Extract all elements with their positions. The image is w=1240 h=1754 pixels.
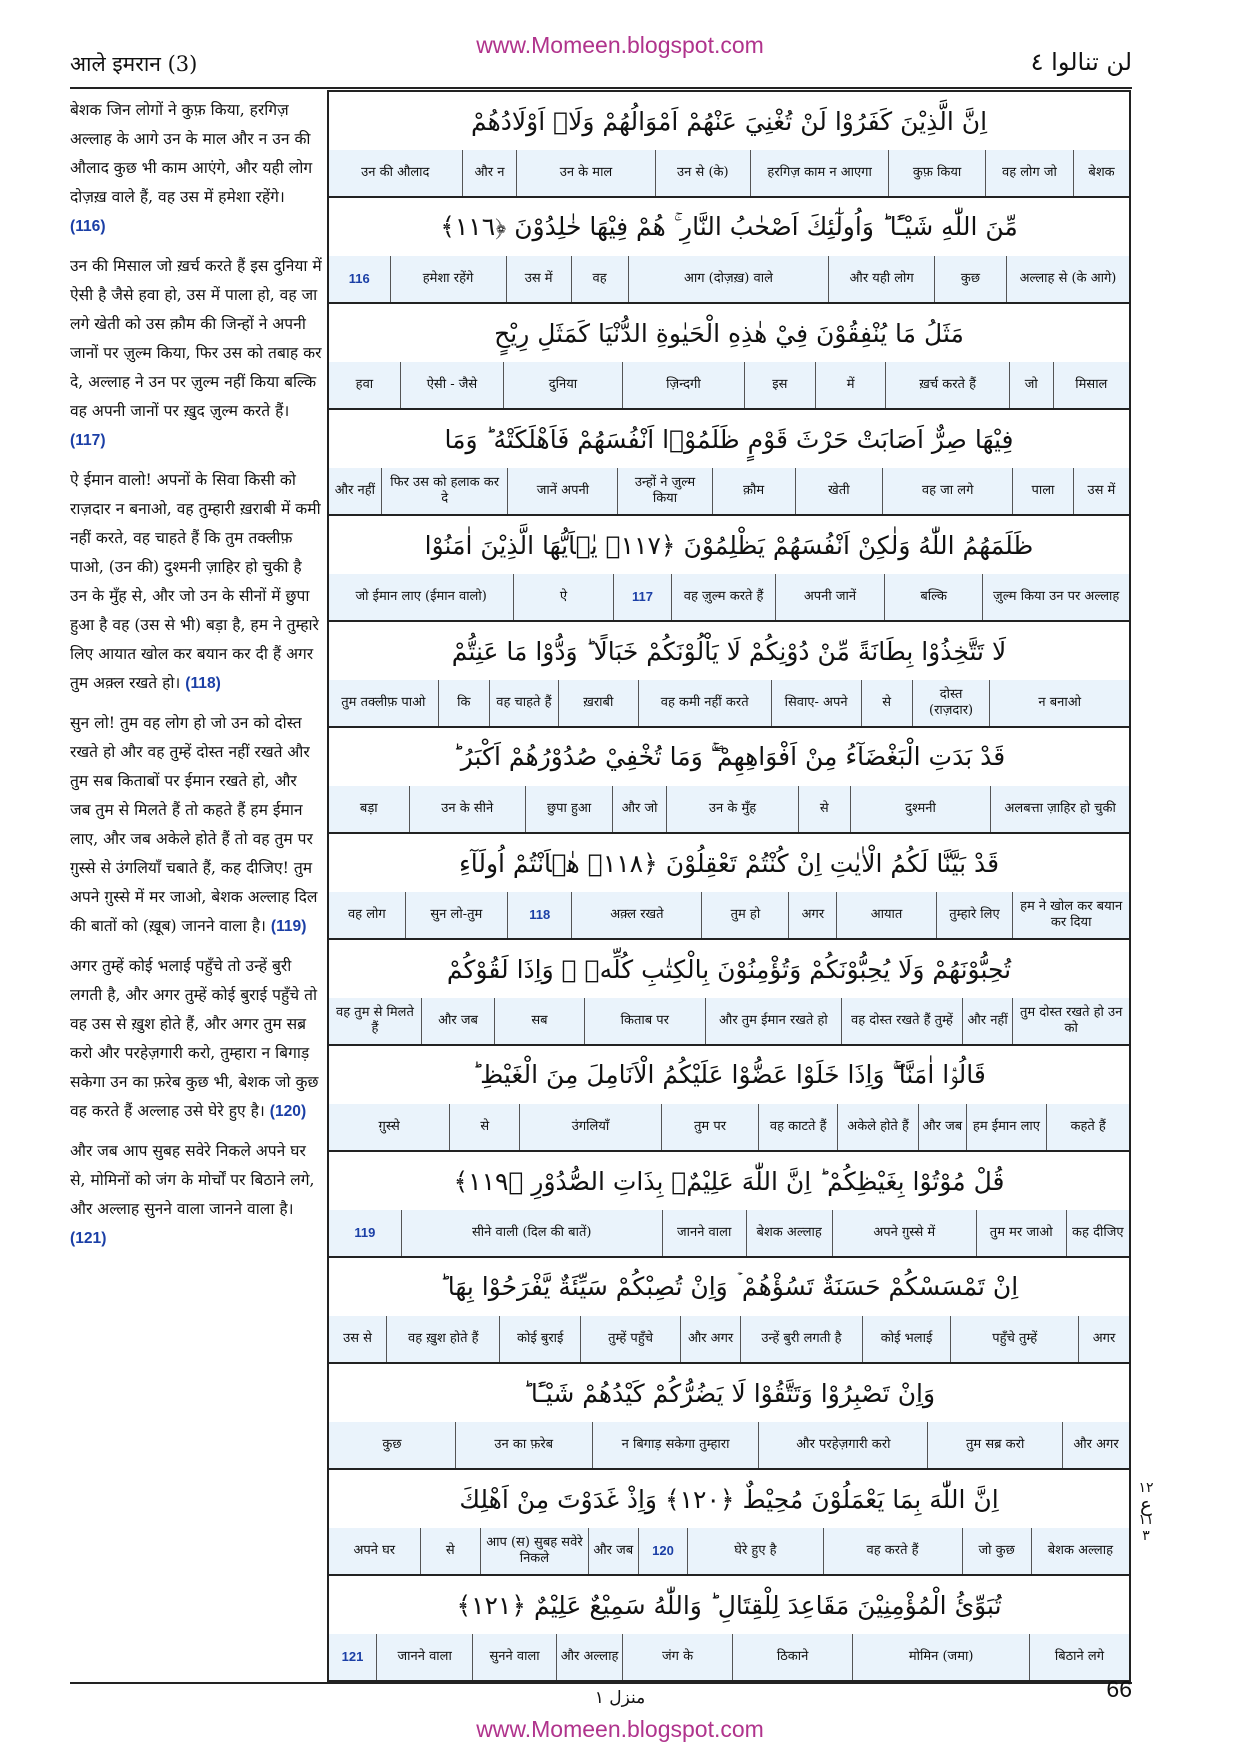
word-cell: वह दोस्त रखते हैं तुम्हें	[841, 998, 962, 1044]
word-cell: ज़ुल्म किया उन पर अल्लाह	[982, 574, 1129, 620]
verse-line	[329, 622, 1129, 728]
word-cell: उन का फ़रेब	[455, 1422, 592, 1468]
translation-paragraph	[70, 96, 322, 241]
word-cell: उन के माल	[516, 150, 654, 196]
word-translation-row	[329, 1634, 1129, 1682]
word-cell: से	[798, 786, 850, 832]
word-cell: दुनिया	[503, 362, 622, 408]
word-cell: ऐ	[513, 574, 612, 620]
verse-number: (120)	[269, 1103, 307, 1120]
word-cell: से	[420, 1528, 480, 1574]
translation-text: और जब आप सुबह सवेरे निकले अपने घर से, मोमिनों को जंग के मोर्चों पर बिठाने लगे, और अल्लाह सुनने वाला जानने वाला है।	[70, 1142, 315, 1218]
word-cell: आग (दोज़ख़) वाले	[628, 256, 829, 302]
word-cell: अपने ग़ुस्से में	[832, 1210, 976, 1256]
word-cell: तुम मर जाओ	[976, 1210, 1066, 1256]
word-cell: कोई भलाई	[862, 1316, 951, 1362]
translation-text: ऐ ईमान वालो! अपनों के सिवा किसी को राज़दार न बनाओ, वह तुम्हारी ख़राबी में कमी नहीं करते, वह चाहते हैं कि तुम तक्लीफ़ पाओ, (उन की) दुश्मनी ज़ाहिर हो चुकी है उन के मुँह से, और जो उन के सीनों में छुपा हुआ है वह (उस से भी) बड़ा है, हम ने तुम्हारे लिए आयात खोल कर बयान कर दी हैं अगर तुम अक़्ल रखते हो।	[70, 471, 321, 692]
word-translation-row	[329, 1528, 1129, 1576]
word-cell: उन के सीने	[409, 786, 525, 832]
word-cell: पाला	[1012, 468, 1073, 514]
word-translation-row	[329, 574, 1129, 622]
word-translation-row	[329, 892, 1129, 940]
verse-number: (121)	[70, 1230, 107, 1247]
word-cell: और जब	[588, 1528, 638, 1574]
word-cell: और अल्लाह	[556, 1634, 623, 1680]
verse-number-cell: 118	[507, 892, 571, 938]
word-cell: और जो	[612, 786, 666, 832]
word-cell: दोस्त (राज़दार)	[912, 680, 990, 726]
verse-number-cell: 117	[613, 574, 672, 620]
word-cell: सब	[494, 998, 584, 1044]
verse-line	[329, 516, 1129, 622]
verse-number: (119)	[270, 918, 307, 935]
word-cell: जानने वाला	[662, 1210, 746, 1256]
translation-text: सुन लो! तुम वह लोग हो जो उन को दोस्त रखते हो और वह तुम्हें दोस्त नहीं रखते और तुम सब किताबों पर ईमान रखते हो, और जब तुम से मिलते हैं तो कहते हैं हम ईमान लाए, और जब अकेले होते हैं तो वह तुम पर ग़ुस्से से उंगलियाँ चबाते हैं, कह दीजिए! तुम अपने ग़ुस्से में मर जाओ, बेशक अल्लाह दिल की बातों को (ख़ूब) जानने वाला है।	[70, 714, 318, 935]
footer-divider	[70, 1682, 1132, 1684]
verse-line	[329, 1470, 1129, 1576]
word-cell: बेशक	[1073, 150, 1129, 196]
word-cell: और यही लोग	[828, 256, 934, 302]
arabic-text: مِّنَ اللّٰهِ شَيْـًٔا ؕ وَاُولٰٓئِكَ اَصْحٰبُ النَّارِ ۚ هُمْ فِيْهَا خٰلِدُوْنَ ﴿١١٦﴾	[329, 198, 1129, 257]
word-cell: और न	[462, 150, 517, 196]
arabic-text: قَدْ بَدَتِ الْبَغْضَآءُ مِنْ اَفْوَاهِهِمْ ۚۖ وَمَا تُخْفِيْ صُدُوْرُهُمْ اَكْبَرُ ؕ	[329, 728, 1129, 787]
word-cell: ग़ुस्से	[378, 1119, 400, 1134]
translation-paragraph	[70, 466, 322, 698]
word-translation-row	[329, 362, 1129, 410]
word-cell: तुम्हें पहुँचे	[580, 1316, 680, 1362]
translation-paragraph	[70, 952, 322, 1126]
translation-paragraph	[70, 709, 322, 941]
word-cell: फिर उस को हलाक कर दे	[381, 468, 508, 514]
word-cell: सुन लो-तुम	[405, 892, 507, 938]
word-translation-row	[329, 1210, 1129, 1258]
word-cell: उन से (के)	[655, 150, 750, 196]
word-translation-row	[329, 680, 1129, 728]
translation-paragraph	[70, 252, 322, 455]
word-translation-row	[329, 468, 1129, 516]
word-cell: तुम पर	[661, 1104, 758, 1150]
verse-line	[329, 1152, 1129, 1258]
juz-title: لن تنالوا ٤	[1030, 48, 1132, 76]
word-cell: और नहीं	[962, 998, 1012, 1044]
word-translation-row	[329, 1316, 1129, 1364]
manzil-label: منزل ١	[594, 1688, 646, 1708]
word-cell: उन की औलाद	[361, 165, 430, 180]
word-by-word-panel	[327, 90, 1131, 1682]
word-cell: और परहेज़गारी करो	[758, 1422, 927, 1468]
word-translation-row	[329, 1104, 1129, 1152]
header-divider	[70, 87, 1132, 89]
verse-number: (118)	[185, 675, 221, 692]
verse-line	[329, 1576, 1129, 1682]
word-cell: मिसाल	[1053, 362, 1129, 408]
word-cell: से	[449, 1104, 519, 1150]
word-cell: तुम हो	[701, 892, 788, 938]
word-cell: और जब	[918, 1104, 966, 1150]
verse-line	[329, 410, 1129, 516]
word-cell: वह ख़ुश होते हैं	[386, 1316, 499, 1362]
arabic-text: قَالُوْۤا اٰمَنَّا ۚۖ وَاِذَا خَلَوْا عَضُّوْا عَلَيْكُمُ الْاَنَامِلَ مِنَ الْغَيْظِ ؕ	[329, 1046, 1129, 1105]
word-cell: वह चाहते हैं	[489, 680, 558, 726]
word-cell: किताब पर	[584, 998, 705, 1044]
verse-number-cell: 119	[354, 1225, 376, 1240]
word-cell: उन्हें बुरी लगती है	[740, 1316, 861, 1362]
word-cell: ज़िन्दगी	[622, 362, 744, 408]
verse-number: (116)	[70, 218, 106, 235]
arabic-text: وَاِنْ تَصْبِرُوْا وَتَتَّقُوْا لَا يَضُرُّكُمْ كَيْدُهُمْ شَيْـًٔا ؕ	[329, 1364, 1129, 1423]
ruku-number: ١٢	[1138, 1480, 1154, 1496]
word-cell: से	[861, 680, 912, 726]
word-translation-row	[329, 150, 1129, 198]
word-cell: अक़्ल रखते	[571, 892, 701, 938]
verse-line	[329, 1258, 1129, 1364]
arabic-text: تُبَوِّئُ الْمُؤْمِنِيْنَ مَقَاعِدَ لِلْقِتَالِ ؕ وَاللّٰهُ سَمِيْعٌ عَلِيْمٌ ﴿١٢١﴾	[329, 1576, 1129, 1635]
word-cell: अगर	[788, 892, 836, 938]
arabic-text: لَا تَتَّخِذُوْا بِطَانَةً مِّنْ دُوْنِكُمْ لَا يَاْلُوْنَكُمْ خَبَالًا ؕ وَدُّوْا مَا عَنِتُّمْ	[329, 622, 1129, 681]
verse-number-cell: 121	[341, 1649, 364, 1664]
word-cell: वह ज़ुल्म करते हैं	[671, 574, 775, 620]
translation-column	[70, 96, 322, 1681]
word-cell: वह	[571, 256, 628, 302]
arabic-text: مَثَلُ مَا يُنْفِقُوْنَ فِيْ هٰذِهِ الْحَيٰوةِ الدُّنْيَا كَمَثَلِ رِيْحٍ	[329, 304, 1129, 363]
page-number: 66	[1106, 1676, 1132, 1702]
word-cell: कुछ	[382, 1437, 402, 1452]
word-cell: घेरे हुए है	[687, 1528, 822, 1574]
translation-text: उन की मिसाल जो ख़र्च करते हैं इस दुनिया में ऐसी है जैसे हवा हो, उस में पाला हो, वह जा लगे खेती को उस क़ौम की जिन्हों ने अपनी जानों पर ज़ुल्म किया, फिर उस को तबाह कर दे, अल्लाह ने उन पर ज़ुल्म नहीं किया बल्कि वह अपनी जानों पर ख़ुद ज़ुल्म करते हैं।	[70, 257, 322, 420]
verse-line	[329, 1046, 1129, 1152]
word-cell: बड़ा	[359, 801, 378, 816]
word-cell: बल्कि	[884, 574, 982, 620]
word-cell: ठिकाने	[732, 1634, 853, 1680]
verse-line	[329, 1364, 1129, 1470]
arabic-text: اِنَّ اللّٰهَ بِمَا يَعْمَلُوْنَ مُحِيْطٌ ﴿١٢٠﴾ وَاِذْ غَدَوْتَ مِنْ اَهْلِكَ	[329, 1470, 1129, 1529]
arabic-text: تُحِبُّوْنَهُمْ وَلَا يُحِبُّوْنَكُمْ وَتُؤْمِنُوْنَ بِالْكِتٰبِ كُلِّهٖ ۚ وَاِذَا لَقُوْكُمْ	[329, 940, 1129, 999]
word-cell: ऐसी - जैसे	[400, 362, 503, 408]
word-cell: छुपा हुआ	[525, 786, 612, 832]
word-cell: और जब	[421, 998, 494, 1044]
word-cell: वह जा लगे	[882, 468, 1012, 514]
site-url-bottom[interactable]: www.Momeen.blogspot.com	[476, 1716, 764, 1742]
word-cell: आप (स) सुबह सवेरे निकले	[480, 1528, 588, 1574]
verse-number-cell: 120	[638, 1528, 688, 1574]
arabic-text: فِيْهَا صِرٌّ اَصَابَتْ حَرْثَ قَوْمٍ ظَلَمُوْۤا اَنْفُسَهُمْ فَاَهْلَكَتْهُ ؕ وَمَا	[329, 410, 1129, 469]
arabic-text: ظَلَمَهُمُ اللّٰهُ وَلٰكِنْ اَنْفُسَهُمْ يَظْلِمُوْنَ ﴿١١٧﴾ يٰۤاَيُّهَا الَّذِيْنَ اٰمَنُوْا	[329, 516, 1129, 575]
word-cell: सिवाए- अपने	[771, 680, 861, 726]
word-cell: उंगलियाँ	[519, 1104, 661, 1150]
word-cell: कह दीजिए	[1066, 1210, 1129, 1256]
word-translation-row	[329, 786, 1129, 834]
word-cell: वह काटते हैं	[758, 1104, 837, 1150]
ruku-verses: ٣	[1142, 1528, 1150, 1544]
arabic-text: اِنْ تَمْسَسْكُمْ حَسَنَةٌ تَسُؤْهُمْ ۡ وَاِنْ تُصِبْكُمْ سَيِّئَةٌ يَّفْرَحُوْا بِهَا ؕ	[329, 1258, 1129, 1317]
word-cell: कुछ	[934, 256, 1006, 302]
word-cell: पहुँचे तुम्हें	[950, 1316, 1078, 1362]
word-cell: वह करते हैं	[823, 1528, 962, 1574]
word-translation-row	[329, 998, 1129, 1046]
word-cell: खेती	[795, 468, 883, 514]
verse-line	[329, 728, 1129, 834]
word-cell: हवा	[355, 377, 374, 392]
word-cell: कि	[438, 680, 489, 726]
word-cell: जो ईमान लाए (ईमान वालो)	[355, 589, 487, 604]
word-cell: दुश्मनी	[850, 786, 991, 832]
word-translation-row	[329, 1422, 1129, 1470]
word-cell: और तुम ईमान रखते हो	[705, 998, 841, 1044]
word-cell: और अगर	[1062, 1422, 1129, 1468]
verse-number: (117)	[70, 432, 106, 449]
verse-line	[329, 198, 1129, 304]
translation-text: अगर तुम्हें कोई भलाई पहुँचे तो उन्हें बुरी लगती है, और अगर तुम्हें कोई बुराई पहुँचे तो वह उस से ख़ुश होते हैं, और अगर तुम सब्र करो और परहेज़गारी करो, तुम्हारा न बिगाड़ सकेगा उन का फ़रेब कुछ भी, बेशक जो कुछ वह करते हैं अल्लाह उसे घेरे हुए है।	[70, 957, 319, 1120]
word-cell: जो कुछ	[962, 1528, 1031, 1574]
word-cell: बिठाने लगे	[1029, 1634, 1129, 1680]
word-cell: उस में	[506, 256, 571, 302]
word-cell: उन के मुँह	[666, 786, 798, 832]
verse-line	[329, 92, 1129, 198]
word-cell: क़ौम	[712, 468, 795, 514]
word-cell: और नहीं	[334, 483, 376, 498]
word-cell: हरगिज़ काम न आएगा	[750, 150, 888, 196]
arabic-text: قُلْ مُوْتُوْا بِغَيْظِكُمْ ؕ اِنَّ اللّٰهَ عَلِيْمٌۢ بِذَاتِ الصُّدُوْرِ ﴿١١٩﴾	[329, 1152, 1129, 1211]
word-cell: और अगर	[680, 1316, 740, 1362]
word-cell: सुनने वाला	[472, 1634, 555, 1680]
verse-line	[329, 940, 1129, 1046]
word-translation-row	[329, 256, 1129, 304]
word-cell: ख़राबी	[558, 680, 638, 726]
word-cell: ख़र्च करते हैं	[885, 362, 1008, 408]
word-cell: उस में	[1073, 468, 1129, 514]
word-cell: वह तुम से मिलते हैं	[336, 1005, 414, 1036]
word-cell: न बनाओ	[989, 680, 1129, 726]
word-cell: में	[815, 362, 886, 408]
word-cell: अपनी जानें	[775, 574, 884, 620]
word-cell: तुम सब्र करो	[927, 1422, 1062, 1468]
word-cell: अगर	[1078, 1316, 1129, 1362]
word-cell: जंग के	[622, 1634, 731, 1680]
word-cell: अपने घर	[353, 1543, 396, 1558]
word-cell: न बिगाड़ सकेगा तुम्हारा	[592, 1422, 759, 1468]
word-cell: कहते हैं	[1046, 1104, 1129, 1150]
word-cell: हमेशा रहेंगे	[390, 256, 506, 302]
word-cell: हम ने खोल कर बयान कर दिया	[1012, 892, 1129, 938]
word-cell: अकेले होते हैं	[837, 1104, 918, 1150]
word-cell: वह लोग	[347, 907, 386, 922]
verse-number-cell: 116	[348, 271, 370, 286]
ruku-count: ١١	[1138, 1512, 1154, 1528]
word-cell: सीने वाली (दिल की बातें)	[401, 1210, 662, 1256]
word-cell: कुफ़ किया	[888, 150, 985, 196]
word-cell: वह कमी नहीं करते	[638, 680, 771, 726]
word-cell: जानें अपनी	[507, 468, 617, 514]
translation-paragraph	[70, 1137, 322, 1253]
word-cell: तुम दोस्त रखते हो उन को	[1012, 998, 1129, 1044]
word-cell: इस	[744, 362, 815, 408]
verse-line	[329, 834, 1129, 940]
word-cell: अल्लाह से (के आगे)	[1006, 256, 1129, 302]
verse-line	[329, 304, 1129, 410]
translation-text: बेशक जिन लोगों ने कुफ़ किया, हरगिज़ अल्लाह के आगे उन के माल और न उन की औलाद कुछ भी काम आएंगे, और यही लोग दोज़ख़ वाले हैं, वह उस में हमेशा रहेंगे।	[70, 101, 313, 206]
word-cell: वह लोग जो	[985, 150, 1073, 196]
arabic-text: اِنَّ الَّذِيْنَ كَفَرُوْا لَنْ تُغْنِيَ عَنْهُمْ اَمْوَالُهُمْ وَلَاۤ اَوْلَادُهُمْ	[329, 92, 1129, 151]
word-cell: मोमिन (जमा)	[852, 1634, 1028, 1680]
word-cell: कोई बुराई	[499, 1316, 580, 1362]
ruku-sign: ع	[1140, 1492, 1152, 1516]
word-cell: उन्हों ने ज़ुल्म किया	[617, 468, 711, 514]
arabic-text: قَدْ بَيَّنَّا لَكُمُ الْاٰيٰتِ اِنْ كُنْتُمْ تَعْقِلُوْنَ ﴿١١٨﴾ هٰۤاَنْتُمْ اُولَآءِ	[329, 834, 1129, 893]
word-cell: तुम्हारे लिए	[936, 892, 1013, 938]
chapter-title: आले इमरान (3)	[70, 52, 198, 76]
word-cell: हम ईमान लाए	[966, 1104, 1047, 1150]
word-cell: बेशक अल्लाह	[1031, 1528, 1129, 1574]
word-cell: बेशक अल्लाह	[746, 1210, 832, 1256]
ruku-marker	[1134, 1480, 1158, 1544]
word-cell: जो	[1009, 362, 1053, 408]
word-cell: आयात	[836, 892, 935, 938]
site-url-top[interactable]: www.Momeen.blogspot.com	[476, 32, 764, 58]
word-cell: जानने वाला	[376, 1634, 472, 1680]
word-cell: तुम तक्लीफ़ पाओ	[341, 695, 426, 710]
word-cell: अलबत्ता ज़ाहिर हो चुकी	[990, 786, 1129, 832]
word-cell: उस से	[343, 1331, 372, 1346]
